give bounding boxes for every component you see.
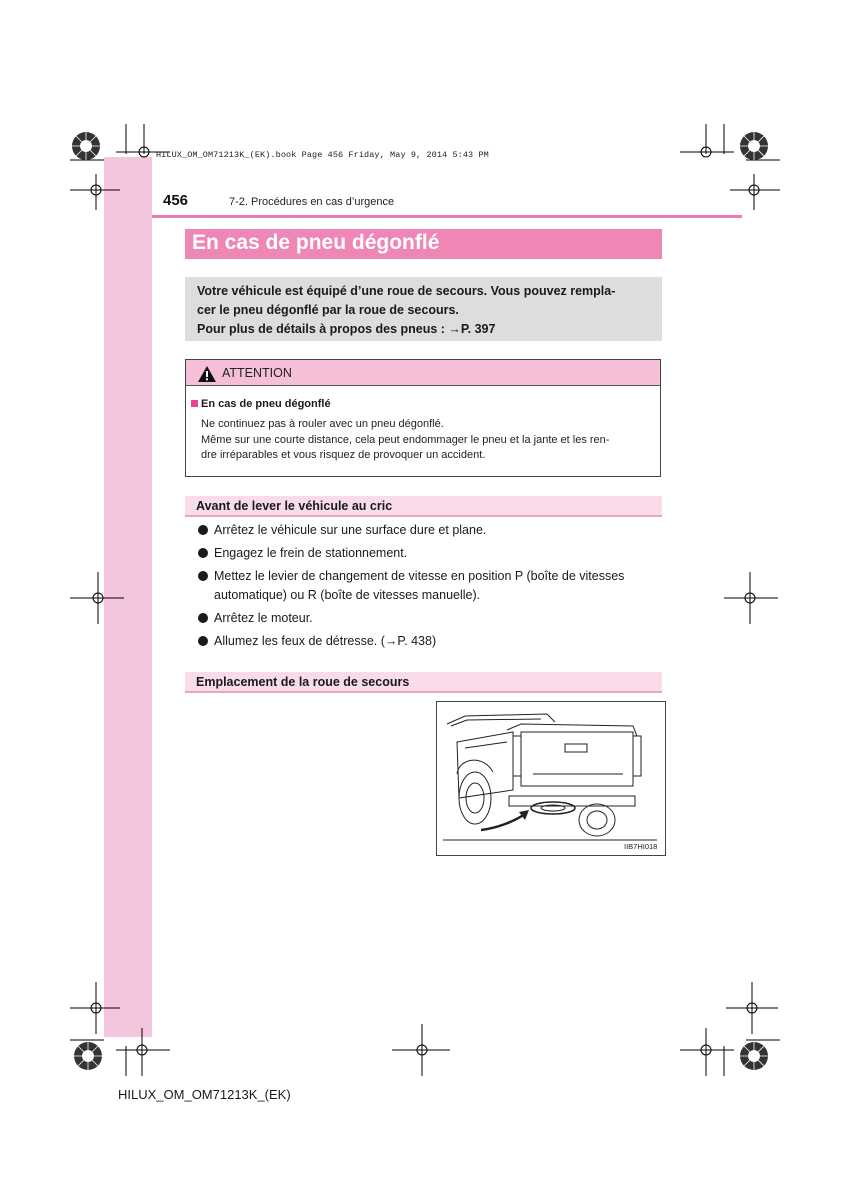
list-item	[198, 567, 659, 604]
spare-tire-location-illustration	[437, 702, 665, 842]
list-item	[198, 632, 668, 651]
attention-line: dre irréparables et vous risquez de provoquer un accident.	[201, 449, 486, 461]
section-title: Avant de lever le véhicule au cric	[196, 499, 393, 513]
list-item-text: Engagez le frein de stationnement.	[214, 546, 408, 560]
bullet-icon	[198, 636, 208, 646]
print-header: HILUX_OM_OM71213K_(EK).book Page 456 Friday, May 9, 2014 5:43 PM	[156, 150, 489, 160]
bullet-list	[198, 521, 668, 655]
list-item-text: Arrêtez le véhicule sur une surface dure et plane.	[214, 523, 487, 537]
intro-line: cer le pneu dégonflé par la roue de secours.	[197, 303, 459, 317]
intro-text	[197, 282, 657, 339]
bullet-icon	[198, 571, 208, 581]
intro-line: Pour plus de détails à propos des pneus : →P. 397	[197, 322, 496, 336]
bullet-icon	[198, 548, 208, 558]
attention-body	[201, 417, 656, 464]
bullet-icon	[198, 525, 208, 535]
page-title: En cas de pneu dégonflé	[192, 231, 440, 254]
attention-line: Même sur une courte distance, cela peut endommager le pneu et la jante et les ren-	[201, 433, 610, 446]
list-item-text: Mettez le levier de changement de vitesse en position P (boîte de vitesses automatique) ou R (boîte de vitesses manuelle).	[214, 569, 625, 602]
list-item	[198, 609, 668, 628]
intro-line: Votre véhicule est équipé d’une roue de secours. Vous pouvez rempla-	[197, 284, 616, 298]
chapter-title: 7-2. Procédures en cas d’urgence	[229, 196, 395, 208]
header-divider	[152, 215, 742, 218]
list-item	[198, 521, 668, 540]
section-title: Emplacement de la roue de secours	[196, 675, 410, 689]
pink-square-icon	[191, 400, 198, 407]
attention-label: ATTENTION	[222, 366, 292, 380]
list-item-text: Arrêtez le moteur.	[214, 610, 313, 625]
bullet-icon	[198, 613, 208, 623]
attention-heading: En cas de pneu dégonflé	[201, 398, 331, 410]
attention-line: Ne continuez pas à rouler avec un pneu dégonflé.	[201, 418, 444, 430]
figure-code: IIB7HI018	[624, 842, 658, 851]
list-item-text: Allumez les feux de détresse. (→P. 438)	[214, 633, 437, 648]
page-number: 456	[163, 192, 189, 209]
footer-code: HILUX_OM_OM71213K_(EK)	[118, 1087, 291, 1102]
warning-triangle-icon	[198, 366, 216, 382]
list-item	[198, 544, 668, 563]
